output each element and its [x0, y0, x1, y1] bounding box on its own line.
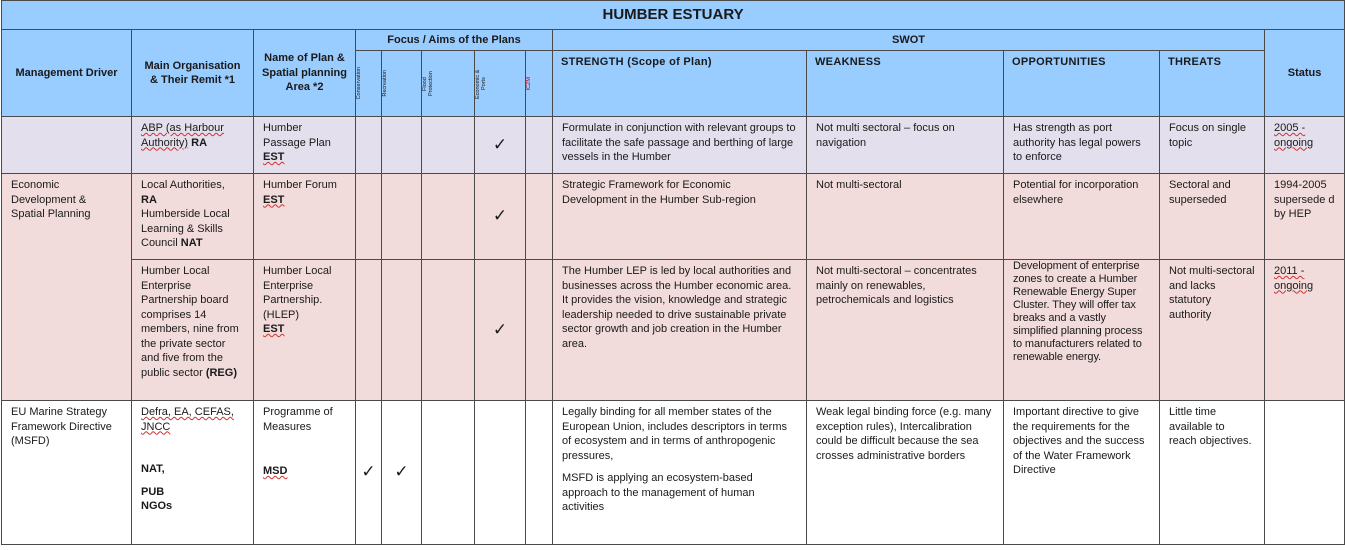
focus-recreation-cell	[382, 117, 422, 174]
table-title: HUMBER ESTUARY	[2, 1, 1345, 30]
header-flood-protection: Flood Protection	[422, 51, 475, 117]
org-lep-code: (REG)	[205, 366, 237, 379]
plan-cell	[254, 260, 356, 401]
focus-flood-cell	[422, 260, 475, 401]
focus-conservation-cell	[356, 117, 382, 174]
checkmark-icon: ✓	[356, 401, 382, 545]
table-row-forum	[2, 174, 1345, 260]
focus-flood-cell	[422, 174, 475, 260]
header-conservation: Conservation	[356, 51, 382, 117]
plan-code: EST	[263, 193, 285, 206]
focus-iczm-cell	[526, 117, 553, 174]
table-row-lep	[2, 260, 1345, 401]
header-recreation: Recreation	[382, 51, 422, 117]
org-msfd-code-2: PUB	[141, 485, 165, 498]
checkmark-icon: ✓	[382, 401, 422, 545]
focus-flood-cell	[422, 401, 475, 545]
header-name-of-plan: Name of Plan & Spatial planning Area *2	[254, 30, 356, 117]
threats-cell: Focus on single topic	[1160, 117, 1265, 174]
plan-cell	[254, 401, 356, 545]
strength-cell: Strategic Framework for Economic Development in the Humber Sub-region	[553, 174, 807, 260]
header-strength: STRENGTH (Scope of Plan)	[553, 51, 807, 117]
org-forum-code-1: RA	[141, 193, 157, 206]
strength-text-2: MSFD is applying an ecosystem-based approach to the management of human activities	[562, 472, 755, 513]
organisation-cell	[132, 117, 254, 174]
humber-estuary-table	[1, 0, 1345, 545]
org-lep-label: Humber Local Enterprise Partnership board comprises 14 members, nine from the private sector and five from the public sector	[141, 265, 239, 379]
focus-economic-cell	[475, 401, 526, 545]
org-msfd-label: Defra, EA, CEFAS, JNCC	[141, 406, 234, 433]
org-forum-label-1: Local Authorities,	[141, 179, 225, 191]
plan-name: Humber Local Enterprise Partnership. (HLEP)	[263, 265, 332, 321]
management-driver-msfd: EU Marine Strategy Framework Directive (MSFD)	[2, 401, 132, 545]
status-cell: 2011 - ongoing	[1265, 260, 1345, 401]
organisation-cell	[132, 174, 254, 260]
focus-recreation-cell	[382, 174, 422, 260]
organisation-cell	[132, 260, 254, 401]
header-focus-aims: Focus / Aims of the Plans	[356, 30, 553, 51]
strength-cell: Formulate in conjunction with relevant groups to facilitate the safe passage and berthing of large vessels in the Humber	[553, 117, 807, 174]
plan-name: Humber Passage Plan	[263, 122, 331, 149]
header-economic-ports: Economic & Ports	[475, 51, 526, 117]
organisation-cell	[132, 401, 254, 545]
opportunities-cell: Has strength as port authority has legal powers to enforce	[1004, 117, 1160, 174]
org-forum-label-2: Humberside Local Learning & Skills Council	[141, 208, 230, 249]
checkmark-icon: ✓	[475, 174, 526, 260]
strength-text-1: Legally binding for all member states of the European Union, includes descriptors in terms of ecosystem and in terms of anthropogenic pressures,	[562, 406, 788, 462]
plan-cell	[254, 174, 356, 260]
management-driver-economic: Economic Development & Spatial Planning	[2, 174, 132, 401]
header-management-driver: Management Driver	[2, 30, 132, 117]
plan-name: Programme of Measures	[263, 406, 333, 433]
plan-name: Humber Forum	[263, 179, 337, 191]
focus-iczm-cell	[526, 174, 553, 260]
management-driver-cell	[2, 117, 132, 174]
opportunities-cell: Important directive to give the requirements for the objectives and the success of the Water Framework Directive	[1004, 401, 1160, 545]
opportunities-cell: Development of enterprise zones to create a Humber Renewable Energy Super Cluster. They will offer tax breaks and a vastly simplified planning process to manufacturers related to renewable energy.	[1004, 260, 1160, 401]
weakness-cell: Not multi-sectoral – concentrates mainly on renewables, petrochemicals and logistics	[807, 260, 1004, 401]
focus-conservation-cell	[356, 260, 382, 401]
threats-cell: Sectoral and superseded	[1160, 174, 1265, 260]
plan-code: EST	[263, 323, 285, 335]
checkmark-icon: ✓	[475, 117, 526, 174]
focus-flood-cell	[422, 117, 475, 174]
weakness-cell: Not multi sectoral – focus on navigation	[807, 117, 1004, 174]
plan-code: EST	[263, 151, 285, 163]
focus-iczm-cell	[526, 401, 553, 545]
focus-recreation-cell	[382, 260, 422, 401]
checkmark-icon: ✓	[475, 260, 526, 401]
plan-code: MSD	[263, 465, 288, 477]
focus-conservation-cell	[356, 174, 382, 260]
strength-cell	[553, 401, 807, 545]
table-row-msfd	[2, 401, 1345, 545]
plan-cell	[254, 117, 356, 174]
table-row-abp	[2, 117, 1345, 174]
weakness-cell: Not multi-sectoral	[807, 174, 1004, 260]
header-status: Status	[1265, 30, 1345, 117]
header-threats: THREATS	[1160, 51, 1265, 117]
opportunities-cell: Potential for incorporation elsewhere	[1004, 174, 1160, 260]
org-forum-code-2: NAT	[180, 237, 203, 249]
header-iczm: ICZM	[526, 51, 553, 117]
weakness-cell: Weak legal binding force (e.g. many exception rules), Intercalibration could be difficult because the sea crosses administrative borders	[807, 401, 1004, 545]
strength-cell: The Humber LEP is led by local authorities and businesses across the Humber economic area. It provides the vision, knowledge and strategic leadership needed to drive sustainable private sector growth and job creation in the Humber area.	[553, 260, 807, 401]
status-cell	[1265, 401, 1345, 545]
header-swot: SWOT	[553, 30, 1265, 51]
org-msfd-code-3: NGOs	[141, 500, 173, 512]
header-main-organisation: Main Organisation & Their Remit *1	[132, 30, 254, 117]
org-abp-label: ABP (as Harbour Authority)	[141, 122, 224, 149]
header-opportunities: OPPORTUNITIES	[1004, 51, 1160, 117]
org-abp-code: RA	[191, 136, 208, 149]
threats-cell: Not multi-sectoral and lacks statutory authority	[1160, 260, 1265, 401]
header-weakness: WEAKNESS	[807, 51, 1004, 117]
focus-iczm-cell	[526, 260, 553, 401]
status-cell: 2005 - ongoing	[1265, 117, 1345, 174]
threats-cell: Little time available to reach objectives.	[1160, 401, 1265, 545]
org-msfd-code-1: NAT,	[141, 463, 165, 475]
status-cell: 1994-2005 supersede d by HEP	[1265, 174, 1345, 260]
